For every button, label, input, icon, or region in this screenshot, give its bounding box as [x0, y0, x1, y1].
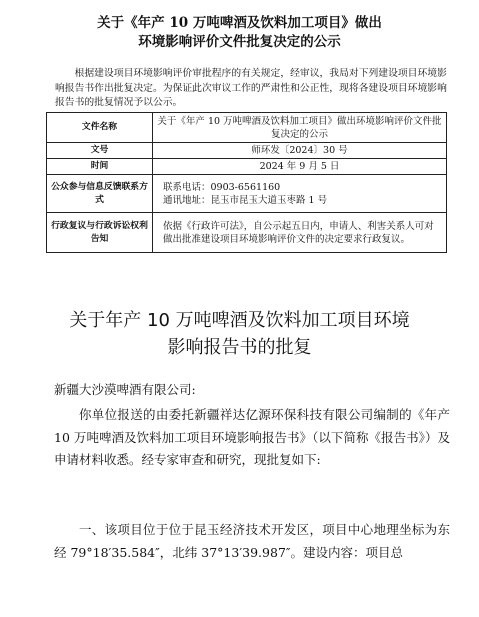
document-title-line2: 影响报告书的批复	[167, 337, 312, 358]
document-addressee: 新疆大沙漠啤酒有限公司:	[54, 382, 196, 397]
table-row	[47, 113, 447, 143]
row-label-document-number: 文号	[47, 143, 153, 159]
row-value-date: 2024 年 9 月 5 日	[153, 159, 447, 175]
notice-info-table	[46, 112, 447, 253]
document-title	[0, 307, 479, 361]
table-row	[47, 175, 447, 213]
notice-intro: 根据建设项目环境影响评价审批程序的有关规定，经审议，我局对下列建设项目环境影响报告书作出批复决定。为保证此次审议工作的严肃性和公正性，现将各建设项目环境影响报告书的批复情况予以公示。	[55, 68, 447, 109]
row-label-date: 时间	[47, 159, 153, 175]
contact-address: 通讯地址：昆玉市昆玉大道玉枣路 1 号	[163, 194, 328, 206]
document-paragraph-1: 你单位报送的由委托新疆祥达亿源环保科技有限公司编制的《年产 10 万吨啤酒及饮料加工项目环境影响报告书》（以下简称《报告书》）及申请材料收悉。经专家审查和研究，现批复如下:	[54, 407, 450, 468]
row-label-document-name: 文件名称	[47, 113, 153, 143]
row-value-rights-notice: 依据《行政许可法》，自公示起五日内，申请人、利害关系人可对做出批准建设项目环境影响评价文件的决定要求行政复议。	[153, 213, 447, 253]
notice-title-line2: 环境影响评价文件批复决定的公示	[138, 34, 341, 50]
row-value-document-number: 师环发〔2024〕30 号	[153, 143, 447, 159]
notice-title-line1: 关于《年产 10 万吨啤酒及饮料加工项目》做出	[97, 15, 382, 31]
table-row	[47, 213, 447, 253]
table-row	[47, 143, 447, 159]
document-title-line1: 关于年产 10 万吨啤酒及饮料加工项目环境	[69, 310, 410, 331]
notice-title	[0, 14, 479, 52]
table-row	[47, 159, 447, 175]
row-value-contact	[153, 175, 447, 213]
document-paragraph-2: 一、该项目位于位于昆玉经济技术开发区，项目中心地理坐标为东经 79°18′35.584″，北纬 37°13′39.987″。建设内容：项目总	[54, 522, 450, 560]
contact-phone: 联系电话：0903-6561160	[163, 181, 281, 193]
row-value-document-name: 关于《年产 10 万吨啤酒及饮料加工项目》做出环境影响评价文件批复决定的公示	[153, 113, 447, 143]
row-label-rights-notice: 行政复议与行政诉讼权利告知	[47, 213, 153, 253]
row-label-contact: 公众参与信息反馈联系方式	[47, 175, 153, 213]
